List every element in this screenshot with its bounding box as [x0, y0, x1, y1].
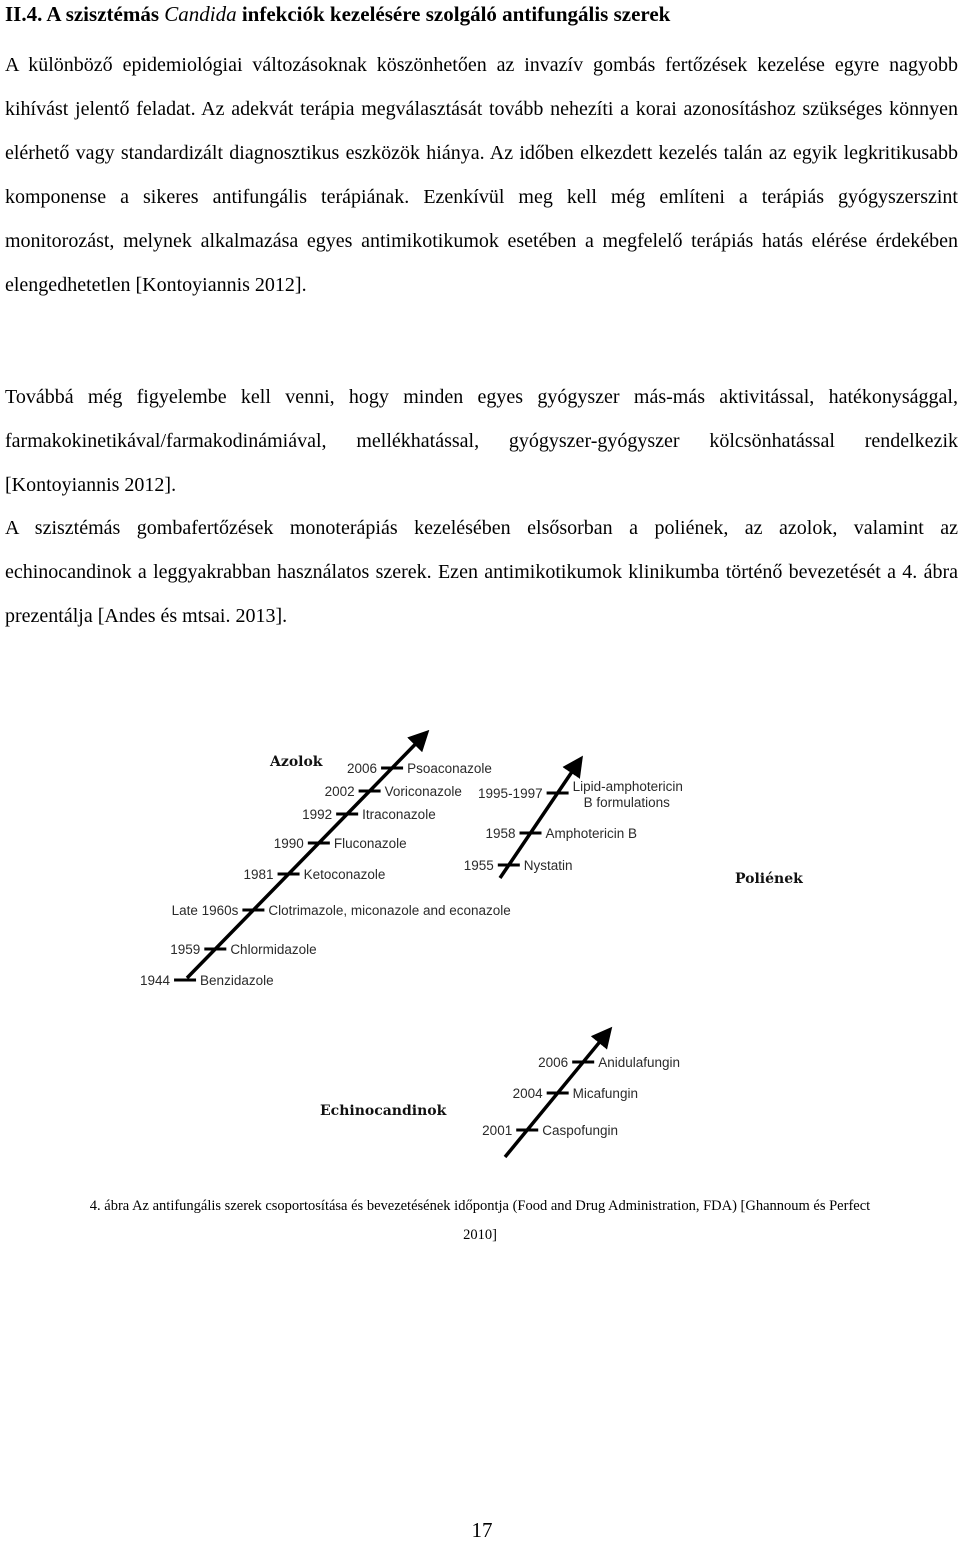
timeline-year: 1995-1997 [478, 786, 543, 801]
antifungal-timeline-figure [0, 700, 960, 1180]
timeline-year: 2006 [538, 1055, 569, 1070]
timeline-drug: Benzidazole [200, 973, 274, 988]
timeline-drug: Lipid-amphotericin [572, 779, 683, 794]
timeline-year: 2004 [512, 1086, 543, 1101]
timeline-drug: Micafungin [572, 1086, 638, 1101]
timeline-drug: Itraconazole [362, 807, 436, 822]
timeline-drug: Anidulafungin [598, 1055, 681, 1070]
page-number: 17 [471, 1518, 493, 1542]
timeline-year: 1959 [170, 942, 201, 957]
timeline-year: 2002 [324, 784, 355, 799]
timeline-year: 1958 [485, 826, 516, 841]
timeline-drug: Chlormidazole [230, 942, 317, 957]
timeline-year: 1944 [140, 973, 171, 988]
group-title: Poliének [735, 871, 803, 887]
group-title: Echinocandinok [320, 1103, 447, 1119]
timeline-year: 2006 [347, 761, 378, 776]
timeline-drug: Amphotericin B [545, 826, 638, 841]
timeline-drug-continued: B formulations [583, 795, 670, 810]
timeline-year: 2001 [482, 1123, 513, 1138]
figure-caption: 4. ábra Az antifungális szerek csoportosítása és bevezetésének időpontja (Food and Drug Administration, FDA) [Ghannoum és Perfect [89, 1198, 871, 1214]
timeline-drug: Clotrimazole, miconazole and econazole [268, 903, 511, 918]
timeline-year: 1955 [463, 858, 494, 873]
timeline-drug: Voriconazole [384, 784, 462, 799]
timeline-drug: Fluconazole [333, 836, 407, 851]
figure-caption-continued: 2010] [463, 1227, 497, 1243]
group-title: Azolok [270, 754, 323, 770]
paragraph-1: A különböző epidemiológiai változásoknak köszönhetően az invazív gombás fertőzések kezelése egyre nagyobb kihívást jelentő feladat. Az adekvát terápia megválasztását tovább nehezíti a korai azonosításhoz szükséges könnyen elérhető vagy standardizált diagnosztikus eszközök hiánya. Az időben elkezdett kezelés talán az egyik legkritikusabb komponense a sikeres antifungális terápiának. Ezenkívül meg kell még említeni a terápiás gyógyszerszint monitorozást, melynek alkalmazása egyes antimikotikumok esetében a megfelelő terápiás hatás elérése érdekében elengedhetetlen [Kontoyiannis 2012]. [5, 54, 958, 296]
timeline-year: Late 1960s [171, 903, 239, 918]
timeline-year: 1992 [302, 807, 333, 822]
timeline-drug: Ketoconazole [303, 867, 386, 882]
section-heading: II.4. A szisztémás Candida infekciók kezelésére szolgáló antifungális szerek [5, 2, 671, 26]
timeline-drug: Psoaconazole [407, 761, 492, 776]
paragraph-3: A szisztémás gombafertőzések monoterápiás kezelésében elsősorban a poliének, az azolok, valamint az echinocandinok a leggyakrabban használatos szerek. Ezen antimikotikumok klinikumba történő bevezetését a 4. ábra prezentálja [Andes és mtsai. 2013]. [5, 517, 958, 627]
paragraph-2: Továbbá még figyelembe kell venni, hogy minden egyes gyógyszer más-más aktivitással, hatékonysággal, farmakokinetikával/farmakodinámiával, mellékhatással, gyógyszer-gyógyszer kölcsönhatással rendelkezik [Kontoyiannis 2012]. [5, 386, 958, 496]
timeline-year: 1981 [243, 867, 274, 882]
timeline-drug: Caspofungin [542, 1123, 619, 1138]
timeline-drug: Nystatin [523, 858, 573, 873]
timeline-year: 1990 [273, 836, 304, 851]
